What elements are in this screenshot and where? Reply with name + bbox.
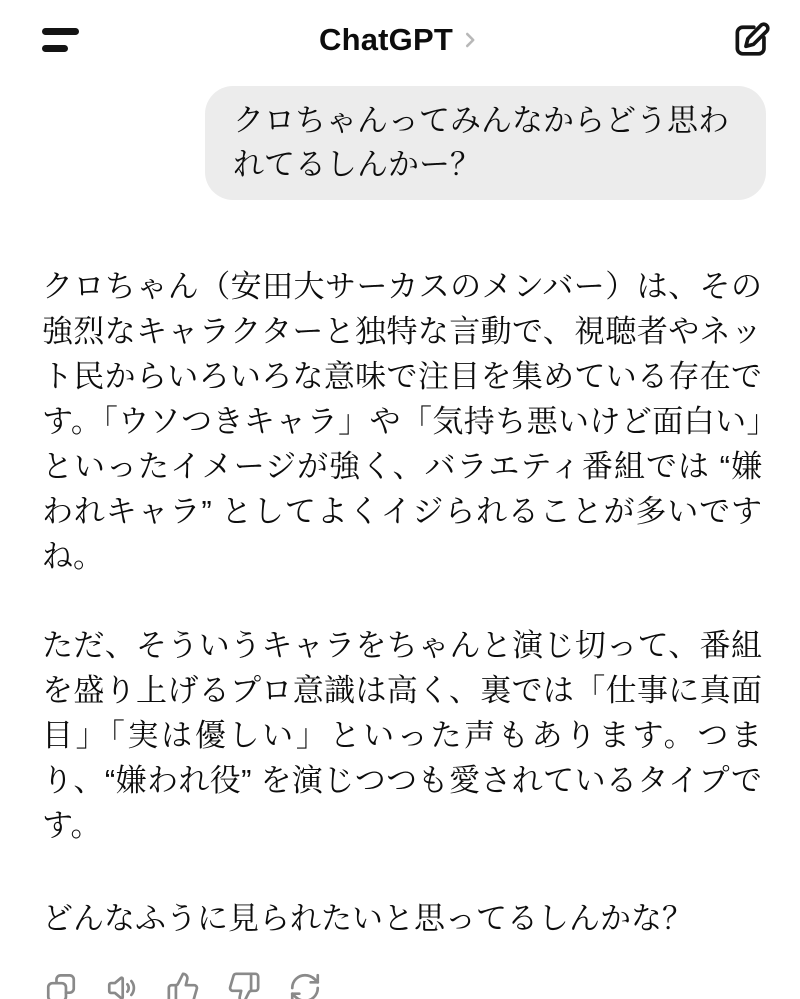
- thumbs-down-button[interactable]: [227, 971, 261, 999]
- message-actions: [0, 971, 800, 999]
- menu-icon: [42, 28, 79, 35]
- user-message-row: [0, 80, 800, 200]
- regenerate-icon: [288, 971, 322, 999]
- copy-button[interactable]: [44, 971, 78, 999]
- model-selector[interactable]: [319, 22, 481, 58]
- user-message-bubble: [205, 86, 766, 200]
- conversation: [0, 80, 800, 999]
- copy-icon: [44, 971, 78, 999]
- regenerate-button[interactable]: [288, 971, 322, 999]
- menu-icon: [42, 45, 68, 52]
- assistant-message: [42, 264, 762, 941]
- assistant-paragraph: どんなふうに見られたいと思ってるしんかな？: [42, 901, 693, 936]
- thumbs-down-icon: [227, 971, 261, 999]
- top-bar: [0, 0, 800, 80]
- assistant-paragraph: ただ、そういうキャラをちゃんと演じ切って、番組を盛り上げるプロ意識は高く、裏では「仕事に真面目」「実は優しい」といった声もあります。つまり、“嫌われ役” を演じつつも愛されているタイプです。: [42, 628, 762, 843]
- read-aloud-icon: [105, 971, 139, 999]
- thumbs-up-icon: [166, 971, 200, 999]
- compose-icon: [730, 19, 772, 61]
- thumbs-up-button[interactable]: [166, 971, 200, 999]
- chevron-right-icon: [459, 29, 481, 51]
- read-aloud-button[interactable]: [105, 971, 139, 999]
- new-chat-button[interactable]: [728, 17, 774, 63]
- assistant-paragraph: クロちゃん（安田大サーカスのメンバー）は、その強烈なキャラクターと独特な言動で、視聴者やネット民からいろいろな意味で注目を集めている存在です。「ウソつきキャラ」や「気持ち悪いけど面白い」といったイメージが強く、バラエティ番組では “嫌われキャラ” としてよくイジられることが多いですね。: [42, 269, 762, 574]
- menu-button[interactable]: [42, 24, 82, 56]
- user-message-text: クロちゃんってみんなからどう思われてるしんかー？: [233, 103, 729, 182]
- app-title: ChatGPT: [318, 22, 454, 57]
